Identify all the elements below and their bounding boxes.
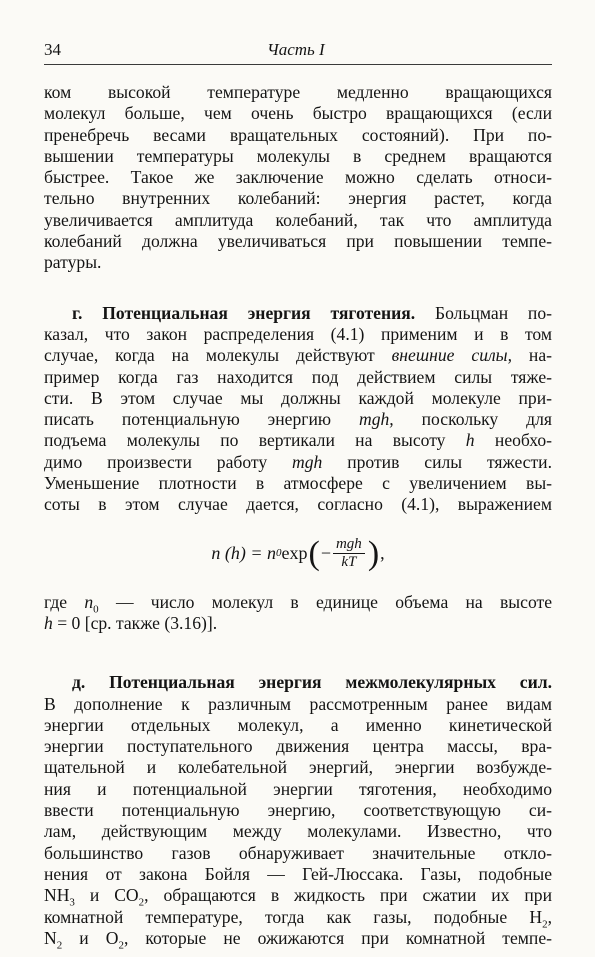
text-line: быстрее. Такое же заключение можно сделать относи-	[44, 167, 552, 188]
header-rule	[44, 64, 552, 65]
text-line: тельно внутренних колебаний: энергия растет, когда	[44, 188, 552, 209]
section-intermolecular	[44, 672, 553, 952]
text-line: нения от закона Бойля — Гей-Люссака. Газы, подобные	[44, 863, 552, 884]
section-heading-intermolecular: д. Потенциальная энергия межмолекулярных сил.	[72, 672, 552, 693]
text-line: энергии отдельных молекул, а именно кинетической	[44, 714, 552, 735]
text-line: h = 0 [ср. также (3.16)].	[44, 612, 218, 633]
paragraph-continuation	[44, 82, 552, 274]
formula-explanation	[44, 592, 552, 635]
page-number: 34	[44, 40, 61, 59]
barometric-formula: n (h) = n 0 exp ( − $\frac{\text{mgh}}{kT}$ ) ,	[211, 534, 385, 572]
text-line: димо произвести работу mgh против силы тяжести.	[44, 451, 552, 472]
text-line: ввести потенциальную энергию, соответствующую си-	[44, 800, 552, 821]
text-line: писать потенциальную энергию mgh, поскольку для	[44, 409, 552, 430]
formula-fraction: $\frac{\text{mgh}}{kT}$	[333, 536, 365, 571]
text-line: г. Потенциальная энергия тяготения. Больцман по-	[72, 302, 552, 323]
text-line: пример когда газ находится под действием силы тяже-	[44, 366, 552, 387]
text-line: ния и потенциальной энергии тяготения, необходимо	[44, 778, 552, 799]
text-line: $N_2$ и $O_2$, которые не ожижаются при комнатной темпе-	[44, 927, 553, 952]
running-title: Часть I	[267, 40, 325, 59]
text-line: щательной и колебательной энергий, энергии возбужде-	[44, 757, 552, 778]
text-line: ком высокой температуре медленно вращающихся	[44, 82, 552, 102]
section-heading-gravity: г. Потенциальная энергия тяготения.	[72, 302, 416, 323]
text-line: комнатной температуре, тогда как газы, подобные $H_2$,	[44, 906, 552, 931]
text-line: где $n_0$ — число молекул в единице объема на высоте	[44, 591, 553, 616]
text-line: пренебречь весами вращательных состояний). При по-	[44, 124, 552, 145]
text-line: казал, что закон распределения (4.1) применим и в том	[44, 323, 552, 344]
text-line: подъема молекулы по вертикали на высоту h необхо-	[44, 430, 552, 451]
text-line: колебаний должна увеличиваться при повышении темпе-	[44, 231, 552, 252]
text-line: молекул больше, чем очень быстро вращающихся (если	[44, 103, 552, 124]
text-line: случае, когда на молекулы действуют внешние силы, на-	[44, 345, 552, 366]
text-line: лам, действующим между молекулами. Известно, что	[44, 821, 552, 842]
text-line: соты в этом случае дается, согласно (4.1), выражением	[44, 494, 552, 515]
text-line: большинство газов обнаруживает значительные откло-	[44, 842, 552, 863]
text-line: увеличивается амплитуда колебаний, так что амплитуда	[44, 209, 552, 230]
text-line: Уменьшение плотности в атмосфере с увеличением вы-	[44, 473, 552, 494]
page-header	[44, 40, 552, 62]
text-line: сти. В этом случае мы должны каждой молекуле при-	[44, 387, 552, 408]
text-line: $NH_3$ и $CO_2$, обращаются в жидкость при сжатии их при	[44, 885, 552, 909]
text-line: энергии поступательного движения центра массы, вра-	[44, 736, 552, 757]
text-line: вышении температуры молекулы в среднем вращаются	[44, 145, 552, 166]
text-line: В дополнение к различным рассмотренным ранее видам	[44, 693, 552, 714]
emphasis-external-forces: внешние силы,	[391, 345, 512, 366]
text-line: ратуры.	[44, 252, 102, 273]
page-body	[44, 82, 553, 952]
section-gravity	[44, 303, 552, 516]
